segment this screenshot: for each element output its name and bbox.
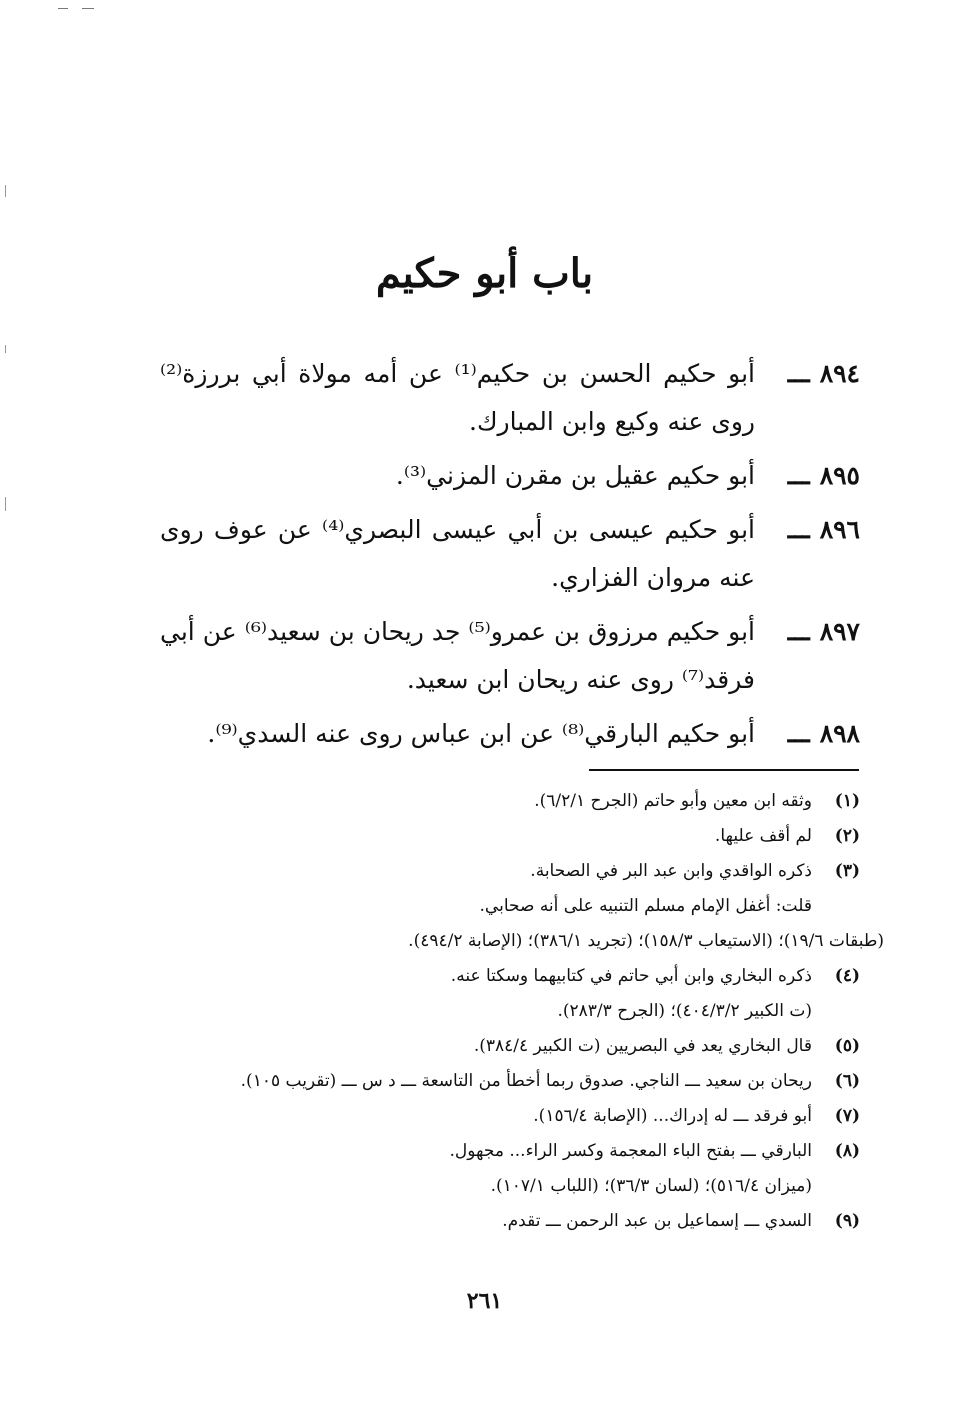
scan-mark (5, 497, 6, 511)
entry-text: أبو حكيم عقيل بن مقرن المزني⁽³⁾. (395, 461, 755, 490)
footnote-text: (ت الكبير ٤٠٤/٣/٢)؛ (الجرح ٢٨٣/٣). (557, 1001, 812, 1021)
footnote-7 (160, 1099, 860, 1134)
entry-898 (160, 710, 860, 758)
footnote-text: (طبقات ١٩/٦)؛ (الاستيعاب ١٥٨/٣)؛ (تجريد ٣٨٦/١)؛ (الإصابة ٤٩٤/٢). (408, 931, 884, 951)
footnote-6 (160, 1064, 860, 1099)
footnote-9 (160, 1204, 860, 1239)
footnote-8 (160, 1134, 860, 1169)
entry-text: أبو حكيم الحسن بن حكيم⁽¹⁾ عن أمه مولاة أبي بررزة⁽²⁾ روى عنه وكيع وابن المبارك. (160, 359, 755, 436)
chapter-title: باب أبو حكيم (375, 250, 594, 297)
scan-mark (58, 8, 68, 9)
entry-text: أبو حكيم عيسى بن أبي عيسى البصري⁽⁴⁾ عن عوف روى عنه مروان الفزاري. (160, 515, 756, 592)
scan-mark (82, 8, 94, 9)
footnote-marker: (٨) (834, 1141, 860, 1161)
entry-895 (160, 452, 860, 500)
footnote-marker: (١) (834, 791, 860, 811)
footnote-marker: (٥) (834, 1036, 860, 1056)
footnote-text: ذكره البخاري وابن أبي حاتم في كتابيهما وسكتا عنه. (450, 966, 812, 986)
footnote-text: ذكره الواقدي وابن عبد البر في الصحابة. (530, 861, 812, 881)
entry-text: أبو حكيم البارقي⁽⁸⁾ عن ابن عباس روى عنه السدي⁽⁹⁾. (207, 719, 755, 748)
footnote-5 (160, 1029, 860, 1064)
footnote-marker: (٤) (834, 966, 860, 986)
entry-number: ٨٩٧ـــ (787, 617, 860, 646)
footnote-text: لم أقف عليها. (714, 826, 812, 846)
entry-list (160, 350, 860, 764)
footnote-1 (160, 784, 860, 819)
footnote-text: قال البخاري يعد في البصريين (ت الكبير ٣٨٤/٤). (473, 1036, 812, 1056)
entry-894 (160, 350, 860, 446)
entry-897 (160, 608, 860, 704)
entry-number: ٨٩٦ـــ (787, 515, 860, 544)
footnote-marker: (٧) (834, 1106, 860, 1126)
footnote-marker: (٩) (834, 1211, 860, 1231)
footnote-3 (160, 854, 860, 889)
footnote-separator (589, 769, 859, 771)
footnote-marker: (٦) (834, 1071, 860, 1091)
footnote-text: وثقه ابن معين وأبو حاتم (الجرح ٦/٢/١). (534, 791, 812, 811)
footnote-text: أبو فرقد ـــ له إدراك... (الإصابة ١٥٦/٤). (533, 1106, 812, 1126)
footnote-text: البارقي ـــ بفتح الباء المعجمة وكسر الراء... مجهول. (449, 1141, 812, 1161)
footnote-4 (160, 959, 860, 994)
footnote-text: ريحان بن سعيد ـــ الناجي. صدوق ربما أخطأ من التاسعة ـــ د س ـــ (تقريب ١٠٥). (240, 1071, 812, 1091)
scan-mark (5, 345, 6, 353)
footnote-2 (160, 819, 860, 854)
footnote-marker: (٢) (834, 826, 860, 846)
footnote-text: السدي ـــ إسماعيل بن عبد الرحمن ـــ تقدم. (502, 1211, 812, 1231)
scan-mark (5, 185, 6, 197)
footnote-text: (ميزان ٥١٦/٤)؛ (لسان ٣٦/٣)؛ (اللباب ١٠٧/١). (490, 1176, 812, 1196)
entry-896 (160, 506, 860, 602)
footnote-list (160, 784, 884, 1239)
entry-number: ٨٩٨ـــ (787, 719, 860, 748)
page-number: ٢٦١ (466, 1288, 503, 1314)
entry-text: أبو حكيم مرزوق بن عمرو⁽⁵⁾ جد ريحان بن سعيد⁽⁶⁾ عن أبي فرقد⁽⁷⁾ روى عنه ريحان ابن سعيد. (160, 617, 755, 694)
entry-number: ٨٩٤ـــ (787, 359, 860, 388)
footnote-text: قلت: أغفل الإمام مسلم التنبيه على أنه صحابي. (479, 896, 812, 916)
entry-number: ٨٩٥ـــ (787, 461, 860, 490)
footnote-marker: (٣) (834, 861, 860, 881)
